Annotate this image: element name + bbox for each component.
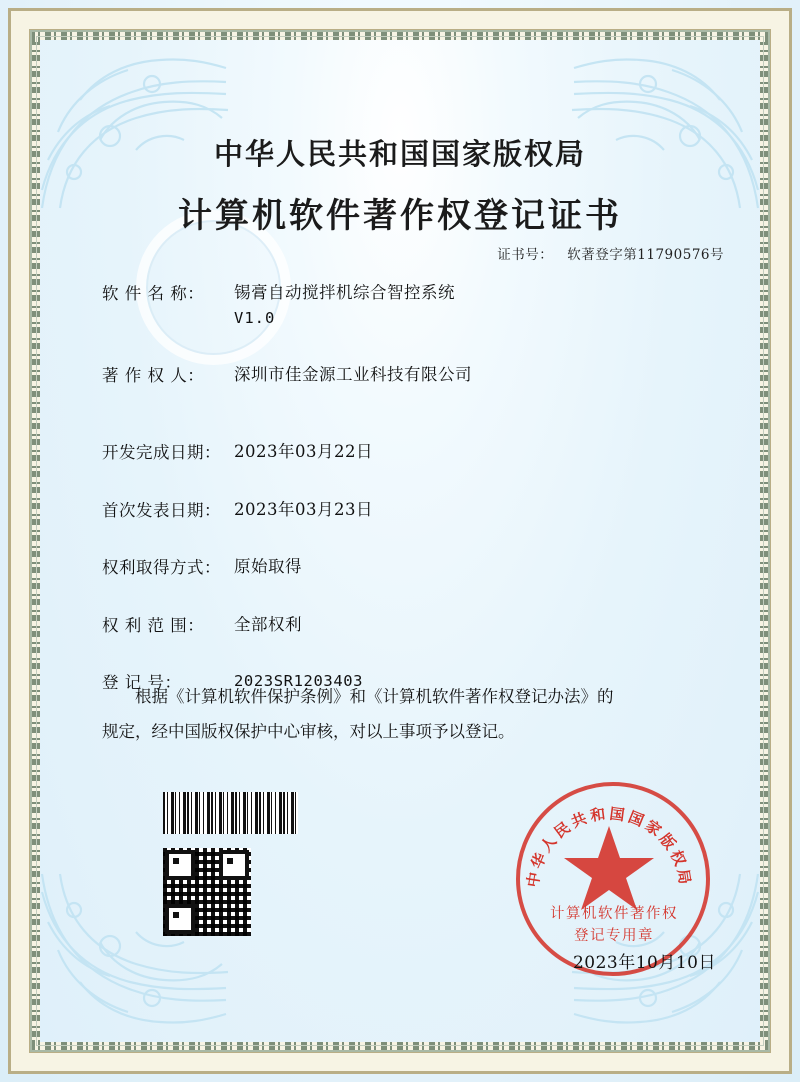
field-label: 著 作 权 人：: [102, 365, 205, 385]
field-list: [102, 280, 720, 699]
seal-line-2: 登记专用章: [574, 928, 654, 944]
field-label: 登 记 号：: [102, 673, 182, 693]
spacer: [102, 528, 720, 554]
field-label: 软 件 名 称：: [102, 284, 205, 303]
field-rights-acquisition: [102, 554, 720, 580]
spacer: [102, 336, 720, 362]
certificate-number: [497, 243, 724, 263]
certificate-inner-field: [40, 40, 760, 1042]
field-first-publish-date: [102, 497, 720, 523]
field-rights-scope: [102, 612, 720, 638]
field-value: 原始取得: [234, 557, 302, 577]
page-title-authority: 中华人民共和国国家版权局: [213, 137, 586, 171]
qr-finder-icon: [165, 850, 195, 880]
qr-finder-icon: [219, 850, 249, 880]
spacer: [102, 586, 720, 612]
barcode: [163, 792, 298, 834]
certificate-number-value: 软著登字第11790576号: [567, 247, 724, 263]
field-value: 2023年03月22日: [234, 442, 373, 462]
issue-date: 2023年10月10日: [572, 953, 716, 973]
field-value: [234, 280, 720, 330]
field-label: 权 利 范 围：: [102, 615, 205, 635]
field-label: 首次发表日期：: [102, 500, 221, 520]
field-copyright-owner: [102, 362, 720, 388]
field-label: 权利取得方式：: [102, 558, 221, 578]
field-value: 深圳市佳金源工业科技有限公司: [234, 364, 472, 384]
certificate-content: [40, 40, 760, 1042]
qr-code: [163, 848, 251, 936]
field-label: 开发完成日期：: [102, 443, 221, 463]
seal-line-1: 计算机软件著作权: [550, 906, 678, 922]
seal-ring-text: 中华人民共和国国家版权局: [523, 804, 695, 889]
field-value: 全部权利: [234, 614, 302, 634]
field-value: 2023年03月23日: [234, 499, 373, 519]
field-development-date: [102, 439, 720, 465]
legal-statement-line-2: 规定，经中国版权保护中心审核，对以上事项予以登记。: [102, 721, 515, 741]
certificate-number-label: 证书号：: [497, 247, 554, 263]
field-value-text: 锡膏自动搅拌机综合智控系统: [234, 283, 455, 302]
legal-statement-line-1: 根据《计算机软件保护条例》和《计算机软件著作权登记办法》的: [135, 687, 614, 706]
spacer: [102, 393, 720, 439]
legal-statement: [102, 680, 708, 749]
spacer: [102, 643, 720, 669]
field-software-name: [102, 280, 720, 330]
qr-finder-icon: [165, 904, 195, 934]
field-value-version: V1.0: [234, 308, 276, 327]
spacer: [102, 471, 720, 497]
field-value: 2023SR1203403: [234, 672, 364, 691]
page-title-certificate: 计算机软件著作权登记证书: [178, 196, 622, 236]
